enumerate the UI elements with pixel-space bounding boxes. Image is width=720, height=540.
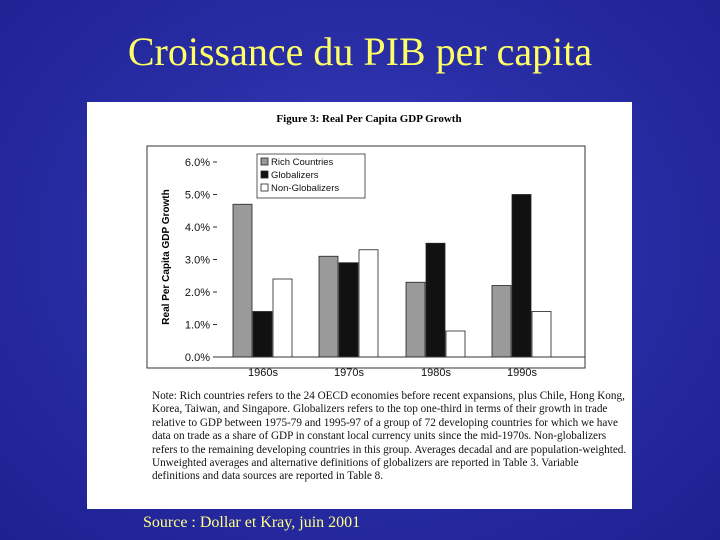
bar-chart — [87, 102, 632, 392]
bar-1970s-rich-countries — [319, 256, 338, 357]
bar-1990s-globalizers — [512, 195, 531, 358]
y-tick-label: 0.0% — [184, 352, 210, 364]
legend-label: Globalizers — [271, 170, 319, 181]
bar-1990s-rich-countries — [492, 286, 511, 358]
legend-swatch — [261, 171, 268, 178]
bar-1960s-non-globalizers — [273, 279, 292, 357]
legend-label: Rich Countries — [271, 157, 334, 168]
figure-image — [87, 102, 632, 509]
bar-1980s-rich-countries — [406, 282, 425, 357]
y-tick-label: 5.0% — [184, 189, 210, 202]
bar-1980s-non-globalizers — [446, 331, 465, 357]
bar-1960s-rich-countries — [233, 204, 252, 357]
y-tick-label: 6.0% — [184, 157, 210, 169]
legend-swatch — [261, 184, 268, 191]
legend — [257, 154, 365, 198]
source-caption: Source : Dollar et Kray, juin 2001 — [143, 514, 361, 531]
y-axis — [185, 157, 217, 364]
figure-note: Note: Rich countries refers to the 24 OECD economies before recent expansions, plus Chile, Hong Kong, Korea, Taiwan, and Singapore. Globalizers refers to the top one-third in terms of their growth in trade relative to GDP between 1975-79 and 1995-97 of a group of 72 developing countries for which we have data on trade as a share of GDP in constant local currency units since the mid-1970s. Non-globalizers refers to the remaining developing countries in this group. Averages decadal and are population-weighted. Unweighted averages and alternative definitions of globalizers are reported in Table 3. Variable definitions and data sources are reported in Table 8. — [152, 390, 627, 483]
y-tick-label: 1.0% — [184, 319, 210, 332]
bar-1970s-globalizers — [339, 263, 358, 357]
y-tick-label: 4.0% — [184, 222, 210, 234]
legend-label: Non-Globalizers — [271, 183, 340, 194]
x-tick-label: 1990s — [507, 367, 537, 379]
y-tick-label: 2.0% — [184, 287, 210, 299]
bar-1980s-globalizers — [426, 243, 445, 357]
bar-1990s-non-globalizers — [532, 312, 551, 358]
y-axis-label: Real Per Capita GDP Growth — [161, 189, 172, 325]
x-tick-label: 1980s — [421, 367, 451, 379]
y-tick-label: 3.0% — [184, 254, 210, 267]
figure-title: Figure 3: Real Per Capita GDP Growth — [276, 113, 462, 125]
slide-title: Croissance du PIB per capita — [127, 29, 593, 74]
legend-swatch — [261, 158, 268, 165]
bar-1960s-globalizers — [253, 312, 272, 358]
bars — [233, 195, 551, 358]
x-tick-label: 1960s — [248, 367, 278, 379]
x-tick-label: 1970s — [334, 367, 364, 379]
bar-1970s-non-globalizers — [359, 250, 378, 357]
